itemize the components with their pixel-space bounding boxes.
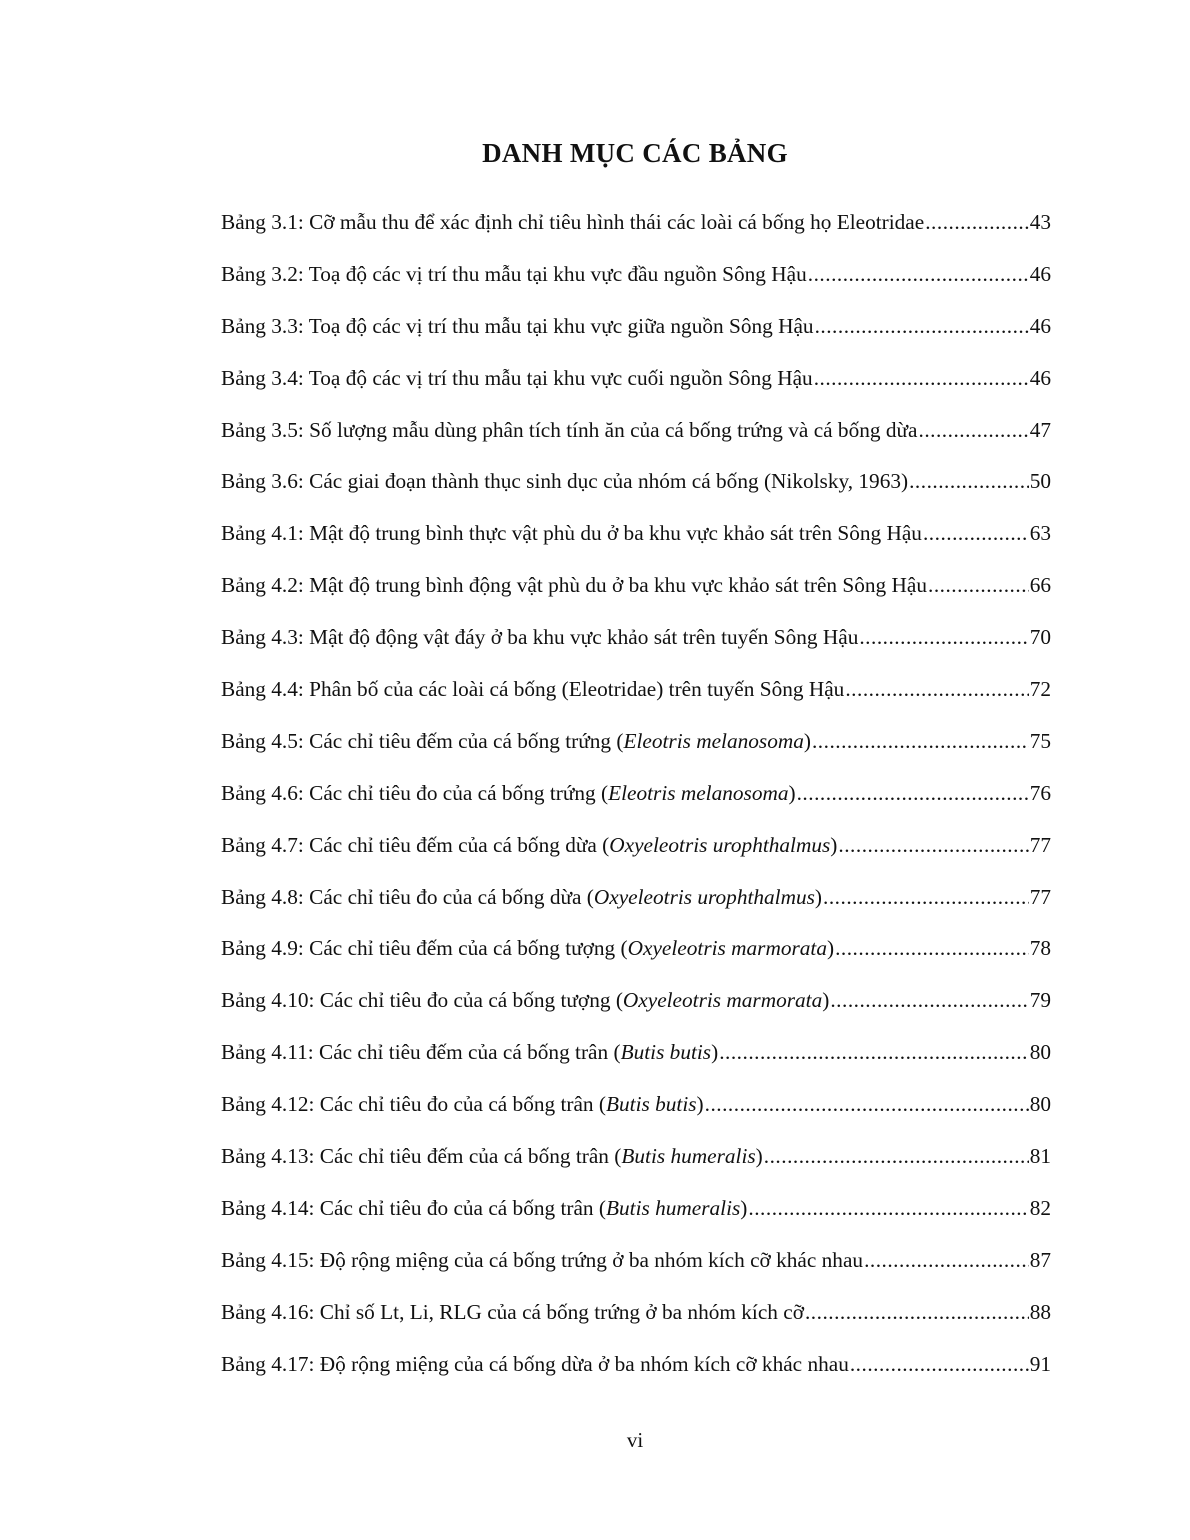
toc-entry-page: 46 [1029,261,1051,286]
toc-entry-page: 46 [1029,313,1051,338]
toc-entry[interactable] [221,1240,1051,1292]
dot-leader [719,1032,1029,1072]
dot-leader [864,1240,1029,1280]
dot-leader [797,773,1029,813]
toc-entry-title-text: Bảng 4.10: Các chỉ tiêu đo của cá bống tượng ( [221,988,623,1013]
toc-entry-title [221,669,844,709]
toc-entry-title-suffix: ) [830,832,838,857]
toc-entry-page: 80 [1029,1040,1051,1065]
toc-entry-title-text: Bảng 4.17: Độ rộng miệng của cá bống dừa ở ba nhóm kích cỡ khác nhau [221,1351,849,1376]
dot-leader [814,358,1029,398]
dot-leader [823,877,1029,917]
toc-entry-title [221,461,908,501]
toc-entry[interactable] [221,825,1051,877]
toc-entry-title-text: Bảng 4.13: Các chỉ tiêu đếm của cá bống trân ( [221,1144,622,1169]
toc-entry-title [221,1344,849,1384]
dot-leader [815,306,1029,346]
toc-entry-title-text: Bảng 4.9: Các chỉ tiêu đếm của cá bống tượng ( [221,936,628,961]
toc-entry-page: 70 [1029,625,1051,650]
dot-leader [812,721,1029,761]
species-name: Butis butis [620,1040,712,1065]
toc-entry-title-text: Bảng 4.15: Độ rộng miệng của cá bống trứng ở ba nhóm kích cỡ khác nhau [221,1247,864,1272]
toc-entry-title [221,358,813,398]
toc-entry-title [221,1188,747,1228]
toc-entry-title-suffix: ) [755,1144,763,1169]
toc-entry[interactable] [221,1344,1051,1396]
toc-entry-title-text: Bảng 4.14: Các chỉ tiêu đo của cá bống trân ( [221,1195,606,1220]
toc-entry[interactable] [221,1084,1051,1136]
toc-entry[interactable] [221,1292,1051,1344]
toc-entry-page: 79 [1029,988,1051,1013]
species-name: Eleotris melanosoma [623,728,804,753]
toc-entry-title-text: Bảng 4.5: Các chỉ tiêu đếm của cá bống trứng ( [221,728,624,753]
toc-entry[interactable] [221,461,1051,513]
toc-entry-title-suffix: ) [826,936,835,961]
toc-entry-title-suffix: ) [803,728,811,753]
toc-entry-title [221,721,811,761]
dot-leader [923,513,1029,553]
toc-entry-page: 77 [1029,884,1051,909]
toc-entry-page: 81 [1029,1144,1051,1169]
toc-entry-title [221,202,924,242]
toc-entry-page: 46 [1029,365,1051,390]
toc-entry-page: 47 [1029,417,1051,442]
toc-entry-title [221,565,927,605]
species-name: Oxyeleotris marmorata [627,936,827,961]
species-name: Butis butis [606,1092,697,1117]
species-name: Butis humeralis [621,1144,756,1169]
toc-entry-page: 76 [1029,780,1051,805]
toc-entry-page: 75 [1029,728,1051,753]
toc-entry-title-suffix: ) [788,780,796,805]
toc-entry[interactable] [221,877,1051,929]
toc-entry-title-suffix: ) [711,1040,719,1065]
toc-entry-title-text: Bảng 4.1: Mật độ trung bình thực vật phù du ở ba khu vực khảo sát trên Sông Hậu [221,521,922,546]
toc-entry-title-text: Bảng 4.11: Các chỉ tiêu đếm của cá bống trân ( [221,1040,621,1065]
toc-entry[interactable] [221,306,1051,358]
species-name: Eleotris melanosoma [608,780,789,805]
toc-entry-page: 66 [1029,573,1051,598]
toc-entry-title-suffix: ) [822,988,830,1013]
toc-entry-page: 77 [1029,832,1051,857]
dot-leader [845,669,1028,709]
dot-leader [835,928,1029,968]
page-title: DANH MỤC CÁC BẢNG [482,138,788,168]
toc-entry-title-text: Bảng 3.5: Số lượng mẫu dùng phân tích tính ăn của cá bống trứng và cá bống dừa [221,417,918,442]
toc-entry-title [221,980,829,1020]
species-name: Butis humeralis [606,1195,741,1220]
toc-entry-title-suffix: ) [740,1195,748,1220]
toc-entry[interactable] [221,202,1051,254]
toc-entry-title-suffix: ) [696,1092,704,1117]
toc-entry-title [221,928,834,968]
toc-entry-page: 72 [1029,677,1051,702]
toc-entry-title-text: Bảng 4.6: Các chỉ tiêu đo của cá bống trứng ( [221,780,609,805]
toc-entry-title [221,825,837,865]
dot-leader [909,461,1029,501]
toc-entry[interactable] [221,669,1051,721]
toc-entry-title [221,1136,763,1176]
dot-leader [919,410,1029,450]
toc-entry-title [221,1292,804,1332]
toc-entry-title [221,773,796,813]
dot-leader [748,1188,1028,1228]
toc-entry-title-text: Bảng 3.1: Cỡ mẫu thu để xác định chỉ tiêu hình thái các loài cá bống họ Eleotridae [221,210,925,234]
species-name: Oxyeleotris urophthalmus [609,832,831,857]
toc-entry-title [221,513,922,553]
toc-entry[interactable] [221,513,1051,565]
toc-entry-page: 63 [1029,521,1051,546]
toc-entry-title [221,254,807,294]
toc-entry[interactable] [221,1032,1051,1084]
toc-entry-title-text: Bảng 4.7: Các chỉ tiêu đếm của cá bống dừa ( [221,832,610,857]
toc-entry-title [221,617,858,657]
toc-entry[interactable] [221,773,1051,825]
toc-entry-page: 88 [1029,1299,1051,1324]
dot-leader [805,1292,1029,1332]
table-list [221,202,1051,1395]
toc-entry[interactable] [221,1136,1051,1188]
page-number: vi [626,1428,644,1452]
toc-entry-page: 80 [1029,1092,1051,1117]
dot-leader [838,825,1028,865]
dot-leader [705,1084,1029,1124]
species-name: Oxyeleotris marmorata [622,988,823,1013]
toc-entry-title-text: Bảng 4.4: Phân bố của các loài cá bống (Eleotridae) trên tuyến Sông Hậu [221,677,845,702]
species-name: Oxyeleotris urophthalmus [593,884,815,909]
toc-entry-title-text: Bảng 4.12: Các chỉ tiêu đo của cá bống trân ( [221,1092,606,1117]
toc-entry[interactable] [221,980,1051,1032]
toc-entry[interactable] [221,254,1051,306]
toc-entry-title-text: Bảng 3.6: Các giai đoạn thành thục sinh dục của nhóm cá bống (Nikolsky, 1963) [221,469,909,494]
toc-entry-title-text: Bảng 4.2: Mật độ trung bình động vật phù du ở ba khu vực khảo sát trên Sông Hậu [221,573,927,598]
toc-entry-title [221,1240,863,1280]
toc-entry-title-text: Bảng 4.8: Các chỉ tiêu đo của cá bống dừa ( [221,884,594,909]
toc-entry[interactable] [221,721,1051,773]
toc-entry-page: 43 [1029,210,1051,234]
toc-entry-title-text: Bảng 4.16: Chỉ số Lt, Li, RLG của cá bống trứng ở ba nhóm kích cỡ [221,1299,804,1324]
dot-leader [928,565,1029,605]
toc-entry-page: 78 [1029,936,1051,961]
toc-entry-title [221,410,918,450]
toc-entry[interactable] [221,1188,1051,1240]
toc-entry-title-text: Bảng 3.3: Toạ độ các vị trí thu mẫu tại khu vực giữa nguồn Sông Hậu [221,313,814,338]
toc-entry-page: 91 [1029,1351,1051,1376]
toc-entry-title [221,1084,704,1124]
dot-leader [859,617,1028,657]
toc-entry-title-suffix: ) [814,884,823,909]
toc-entry[interactable] [221,358,1051,410]
toc-entry-page: 82 [1029,1195,1051,1220]
toc-entry-title-text: Bảng 3.4: Toạ độ các vị trí thu mẫu tại khu vực cuối nguồn Sông Hậu [221,365,813,390]
toc-entry-title [221,877,822,917]
toc-entry-title-text: Bảng 3.2: Toạ độ các vị trí thu mẫu tại khu vực đầu nguồn Sông Hậu [221,261,807,286]
dot-leader [808,254,1029,294]
toc-entry-title-text: Bảng 4.3: Mật độ động vật đáy ở ba khu vực khảo sát trên tuyến Sông Hậu [221,625,859,650]
toc-entry[interactable] [221,928,1051,980]
toc-entry[interactable] [221,410,1051,462]
toc-entry-page: 50 [1029,469,1051,494]
toc-entry-page: 87 [1029,1247,1051,1272]
toc-entry[interactable] [221,617,1051,669]
dot-leader [925,202,1028,242]
dot-leader [764,1136,1029,1176]
dot-leader [830,980,1028,1020]
toc-entry-title [221,1032,718,1072]
dot-leader [850,1344,1029,1384]
toc-entry[interactable] [221,565,1051,617]
toc-entry-title [221,306,814,346]
